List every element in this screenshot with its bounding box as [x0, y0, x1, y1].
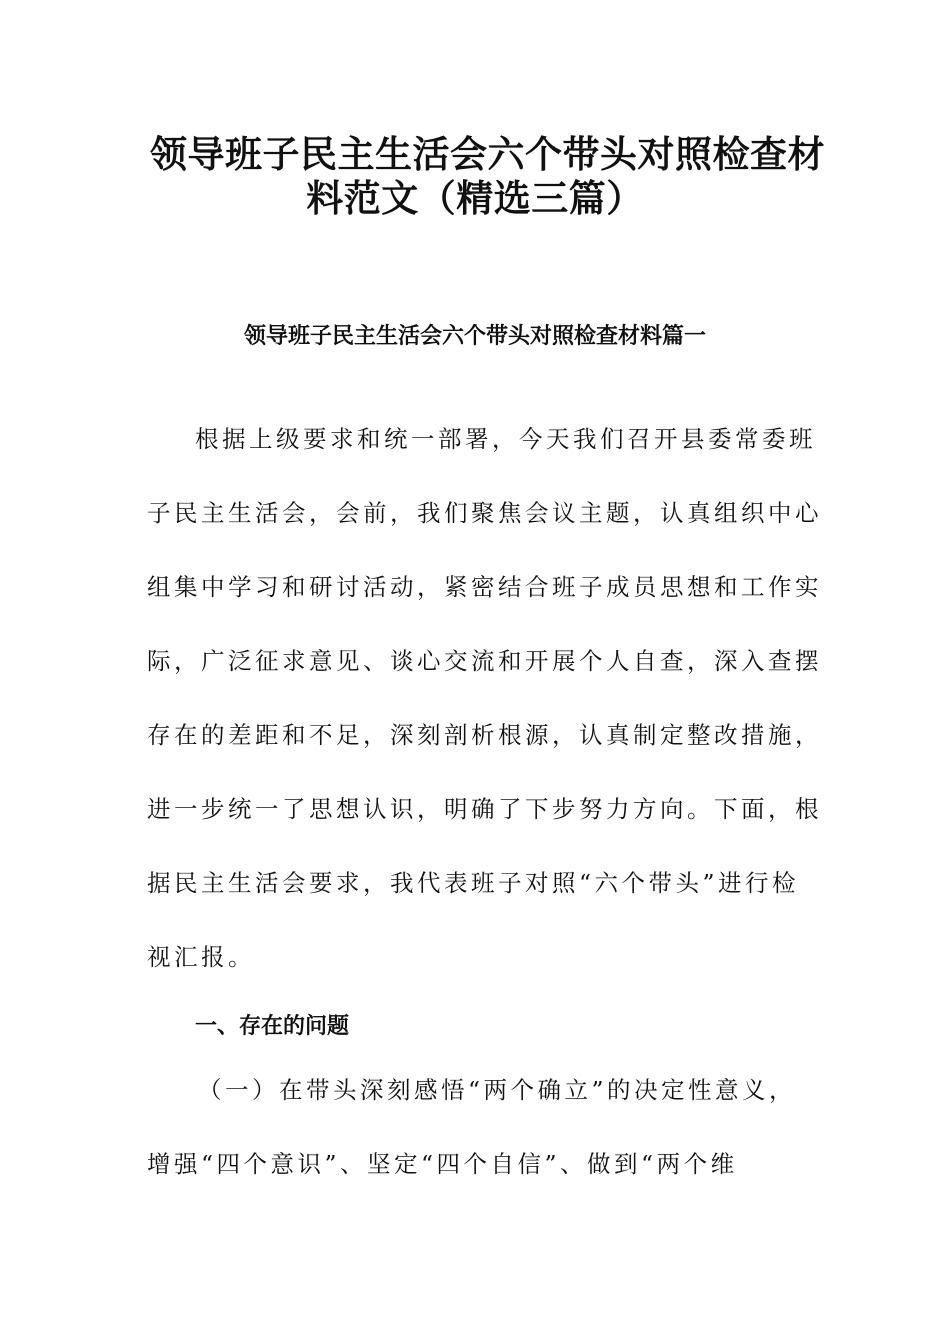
paragraph-1-line-6: 进一步统一了思想认识，明确了下步努力方向。下面，根 — [147, 795, 822, 823]
paragraph-1-line-4: 际，广泛征求意见、谈心交流和开展个人自查，深入查摆 — [147, 647, 822, 675]
document-title-line-1: 领导班子民主生活会六个带头对照检查材 — [150, 133, 825, 176]
section-heading: 领导班子民主生活会六个带头对照检查材料篇一 — [243, 324, 706, 349]
paragraph-1-line-2: 子民主生活会，会前，我们聚焦会议主题，认真组织中心 — [147, 499, 822, 527]
paragraph-1-line-5: 存在的差距和不足，深刻剖析根源，认真制定整改措施， — [147, 721, 822, 749]
subheading-problems: 一、存在的问题 — [195, 1014, 350, 1039]
paragraph-1-line-1: 根据上级要求和统一部署，今天我们召开县委常委班 — [195, 425, 816, 453]
paragraph-1-line-3: 组集中学习和研讨活动，紧密结合班子成员思想和工作实 — [147, 573, 822, 601]
document-title-line-2: 料范文（精选三篇） — [306, 177, 644, 220]
paragraph-2-line-2: 增强“四个意识”、坚定“四个自信”、做到“两个维 — [147, 1150, 738, 1178]
paragraph-1-line-7: 据民主生活会要求，我代表班子对照“六个带头”进行检 — [147, 869, 800, 897]
paragraph-1-line-8: 视汇报。 — [147, 943, 255, 971]
paragraph-2-line-1: （一）在带头深刻感悟“两个确立”的决定性意义， — [198, 1076, 797, 1104]
